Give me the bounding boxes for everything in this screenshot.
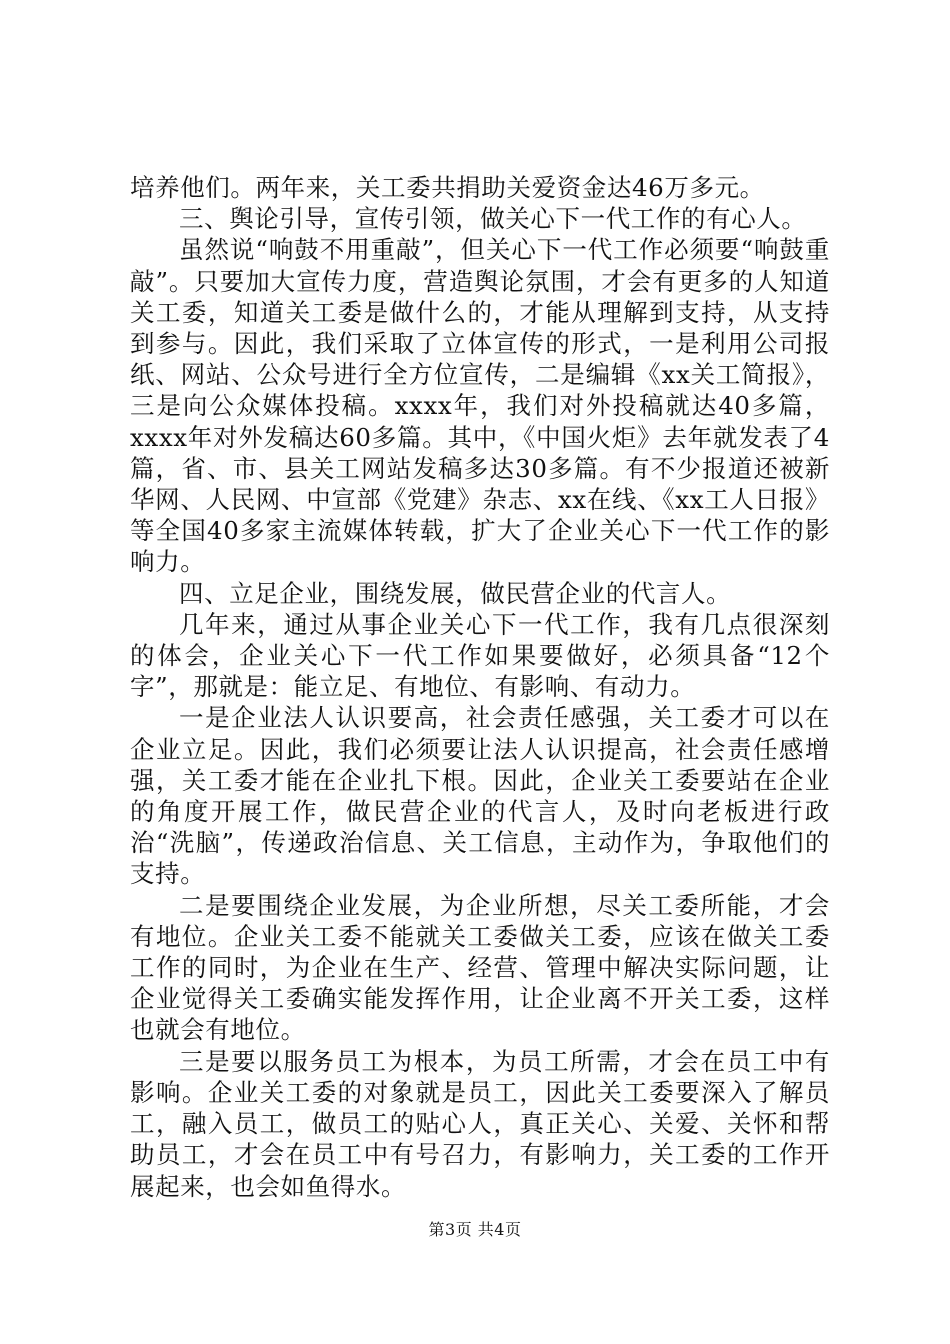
section-heading-4: 四、立足企业，围绕发展，做民营企业的代言人。 — [179, 578, 732, 608]
page-number-label: 第3页 共4页 — [428, 1220, 522, 1239]
section-heading-3: 三、舆论引导，宣传引领，做关心下一代工作的有心人。 — [179, 204, 807, 234]
paragraph-point-3: 三是要以服务员工为根本，为员工所需，才会在员工中有影响。企业关工委的对象就是员工，因此关工委要深入了解员工，融入员工，做员工的贴心人，真正关心、关爱、关怀和帮助员工，才会在员工中有号召力，有影响力，关工委的工作开展起来，也会如鱼得水。 — [130, 1046, 830, 1201]
paragraph-publicity: 虽然说“响鼓不用重敲”，但关心下一代工作必须要“响鼓重敲”。只要加大宣传力度，营造舆论氛围，才会有更多的人知道关工委，知道关工委是做什么的，才能从理解到支持，从支持到参与。因此，我们采取了立体宣传的形式，一是利用公司报纸、网站、公众号进行全方位宣传，二是编辑《xx关工简报》，三是向公众媒体投稿。xxxx年，我们对外投稿就达40多篇，xxxx年对外发稿达60多篇。其中，《中国火炬》去年就发表了4篇，省、市、县关工网站发稿多达30多篇。有不少报道还被新华网、人民网、中宣部《党建》杂志、xx在线、《xx工人日报》等全国40多家主流媒体转载，扩大了企业关心下一代工作的影响力。 — [130, 235, 830, 577]
paragraph-experience: 几年来，通过从事企业关心下一代工作，我有几点很深刻的体会，企业关心下一代工作如果要做好，必须具备“12个字”，那就是：能立足、有地位、有影响、有动力。 — [130, 609, 830, 702]
paragraph-point-2: 二是要围绕企业发展，为企业所想，尽关工委所能，才会有地位。企业关工委不能就关工委做关工委，应该在做关工委工作的同时，为企业在生产、经营、管理中解决实际问题，让企业觉得关工委确实能发挥作用，让企业离不开关工委，这样也就会有地位。 — [130, 890, 830, 1045]
page-footer — [0, 1217, 950, 1240]
document-body — [130, 172, 830, 1202]
paragraph-point-1: 一是企业法人认识要高，社会责任感强，关工委才可以在企业立足。因此，我们必须要让法人认识提高，社会责任感增强，关工委才能在企业扎下根。因此，企业关工委要站在企业的角度开展工作，做民营企业的代言人，及时向老板进行政治“洗脑”，传递政治信息、关工信息，主动作为，争取他们的支持。 — [130, 703, 830, 889]
paragraph-1: 培养他们。两年来，关工委共捐助关爱资金达46万多元。 — [130, 173, 765, 202]
